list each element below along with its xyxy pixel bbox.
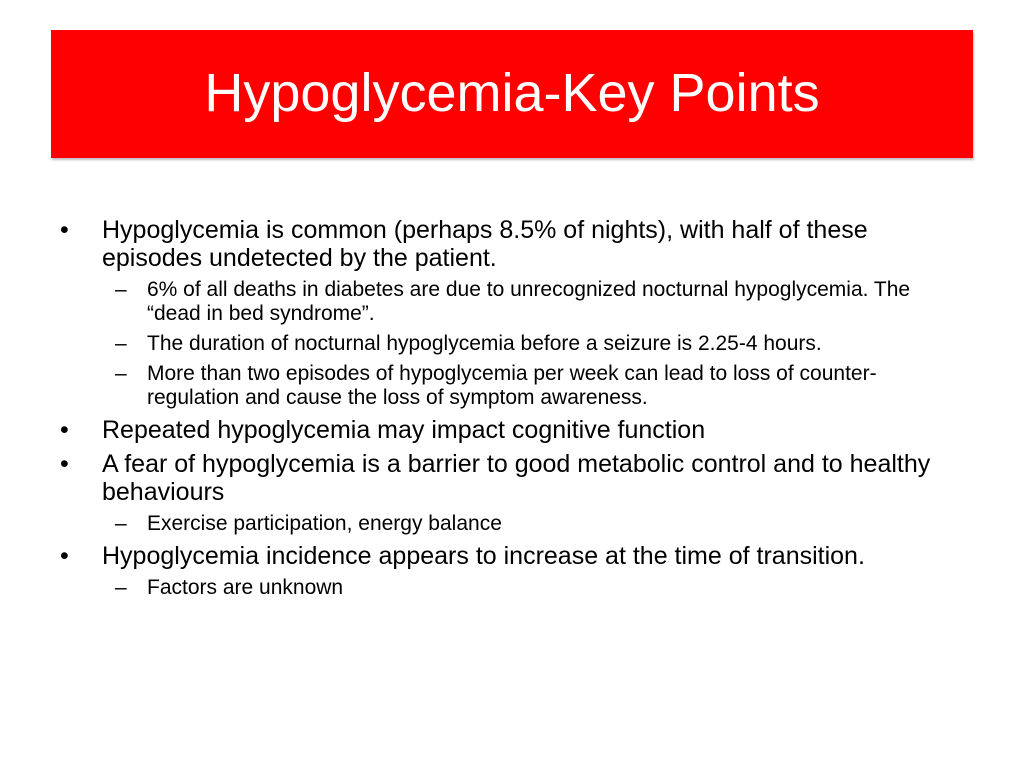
sub-bullet-item <box>58 332 958 356</box>
sub-bullet-item <box>58 512 958 536</box>
sub-bullet-marker: – <box>115 332 127 355</box>
sub-bullet-text: Factors are unknown <box>147 576 344 599</box>
title-banner <box>51 30 973 158</box>
bullet-item <box>58 216 958 272</box>
sub-bullet-text: More than two episodes of hypoglycemia per week can lead to loss of counter-regulation and cause the loss of symptom awareness. <box>147 362 877 409</box>
sub-bullet-text: 6% of all deaths in diabetes are due to unrecognized nocturnal hypoglycemia. The “dead in bed syndrome”. <box>147 278 911 325</box>
bullet-text: A fear of hypoglycemia is a barrier to good metabolic control and to healthy behaviours <box>102 450 931 506</box>
bullet-item <box>58 542 958 570</box>
bullet-item <box>58 450 958 506</box>
sub-bullet-marker: – <box>115 576 127 599</box>
bullet-marker: • <box>60 450 69 478</box>
bullet-text: Hypoglycemia is common (perhaps 8.5% of nights), with half of these episodes undetected by the patient. <box>102 216 868 272</box>
sub-bullet-marker: – <box>115 362 127 385</box>
bullet-item <box>58 416 958 444</box>
bullet-marker: • <box>60 542 69 570</box>
sub-bullet-marker: – <box>115 278 127 301</box>
sub-bullet-text: Exercise participation, energy balance <box>147 512 502 535</box>
bullet-marker: • <box>60 216 69 244</box>
bullet-text: Hypoglycemia incidence appears to increase at the time of transition. <box>102 542 865 570</box>
sub-bullet-marker: – <box>115 512 127 535</box>
sub-bullet-item <box>58 576 958 600</box>
bullet-marker: • <box>60 416 69 444</box>
slide-title: Hypoglycemia-Key Points <box>204 63 820 123</box>
sub-bullet-text: The duration of nocturnal hypoglycemia before a seizure is 2.25-4 hours. <box>147 332 822 355</box>
bullet-list <box>58 216 958 606</box>
sub-bullet-item <box>58 362 958 410</box>
bullet-text: Repeated hypoglycemia may impact cognitive function <box>102 416 706 444</box>
sub-bullet-item <box>58 278 958 326</box>
